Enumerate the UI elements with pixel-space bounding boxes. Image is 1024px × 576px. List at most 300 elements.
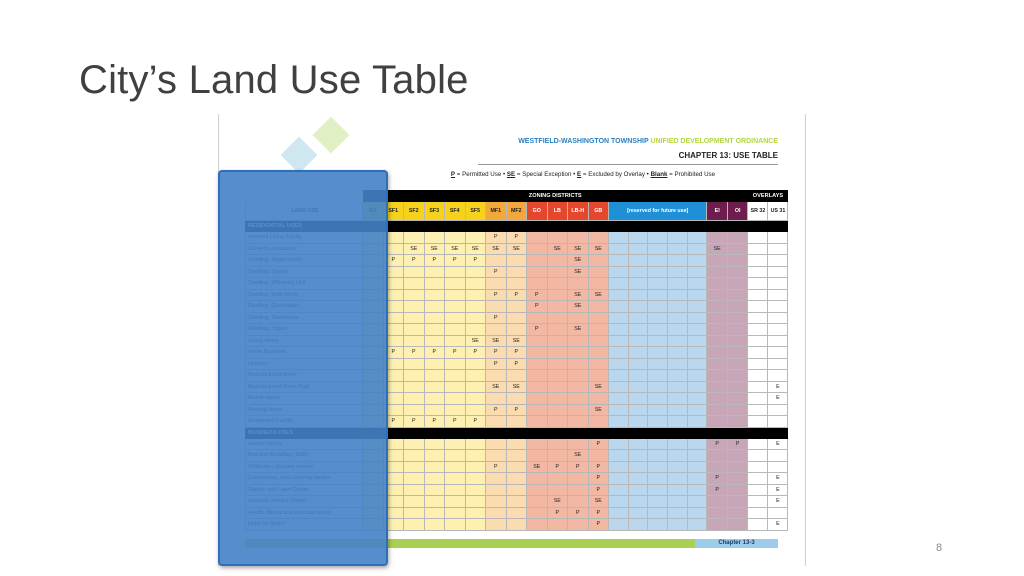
- permission-cell: [486, 496, 507, 508]
- permission-cell: [609, 278, 629, 290]
- permission-cell: [668, 266, 688, 278]
- permission-cell: [465, 450, 486, 462]
- district-code-header: SF2: [404, 202, 425, 221]
- permission-cell: [424, 266, 445, 278]
- permission-cell: E: [768, 484, 788, 496]
- permission-cell: [424, 507, 445, 519]
- document-chapter-heading: CHAPTER 13: USE TABLE: [678, 151, 778, 160]
- permission-cell: [628, 381, 648, 393]
- permission-cell: [768, 255, 788, 267]
- permission-cell: [727, 404, 748, 416]
- permission-cell: [687, 347, 707, 359]
- permission-cell: [727, 312, 748, 324]
- permission-cell: [424, 381, 445, 393]
- permission-cell: [527, 243, 548, 255]
- permission-cell: [668, 496, 688, 508]
- permission-cell: [687, 416, 707, 428]
- permission-cell: [547, 301, 568, 313]
- permission-cell: [609, 519, 629, 531]
- permission-cell: [687, 393, 707, 405]
- permission-cell: [628, 312, 648, 324]
- permission-cell: [768, 289, 788, 301]
- permission-cell: [588, 370, 609, 382]
- permission-cell: [404, 484, 425, 496]
- permission-cell: [547, 484, 568, 496]
- permission-cell: [424, 358, 445, 370]
- permission-cell: [404, 519, 425, 531]
- permission-cell: [648, 370, 668, 382]
- permission-cell: [445, 473, 466, 485]
- permission-cell: [445, 393, 466, 405]
- permission-cell: [506, 266, 527, 278]
- permission-cell: [748, 243, 768, 255]
- document-header-main: WESTFIELD-WASHINGTON TOWNSHIP: [518, 138, 651, 145]
- permission-cell: [547, 266, 568, 278]
- permission-cell: P: [506, 232, 527, 244]
- permission-cell: [748, 381, 768, 393]
- permission-cell: [404, 232, 425, 244]
- permission-cell: [404, 289, 425, 301]
- permission-cell: E: [768, 473, 788, 485]
- permission-cell: [628, 301, 648, 313]
- permission-cell: [527, 266, 548, 278]
- permission-cell: [506, 324, 527, 336]
- permission-cell: [424, 278, 445, 290]
- permission-cell: [687, 507, 707, 519]
- permission-cell: [748, 393, 768, 405]
- permission-cell: [628, 519, 648, 531]
- permission-cell: [445, 232, 466, 244]
- permission-cell: [668, 358, 688, 370]
- permission-cell: [445, 324, 466, 336]
- permission-cell: [648, 289, 668, 301]
- permission-cell: [568, 232, 589, 244]
- permission-cell: [727, 450, 748, 462]
- permission-cell: P: [588, 507, 609, 519]
- permission-cell: [648, 347, 668, 359]
- permission-cell: [648, 312, 668, 324]
- permission-cell: [547, 438, 568, 450]
- permission-cell: [465, 438, 486, 450]
- permission-cell: [648, 266, 668, 278]
- permission-cell: [609, 243, 629, 255]
- permission-cell: [648, 450, 668, 462]
- permission-cell: [486, 301, 507, 313]
- permission-cell: P: [486, 461, 507, 473]
- permission-cell: [748, 358, 768, 370]
- permission-cell: [424, 335, 445, 347]
- permission-cell: [628, 438, 648, 450]
- permission-cell: [506, 301, 527, 313]
- district-code-header: LB: [547, 202, 568, 221]
- permission-cell: [628, 278, 648, 290]
- permission-cell: [445, 312, 466, 324]
- permission-cell: [768, 358, 788, 370]
- permission-cell: [465, 381, 486, 393]
- permission-cell: [527, 473, 548, 485]
- permission-cell: [506, 473, 527, 485]
- permission-cell: [486, 416, 507, 428]
- permission-cell: P: [445, 416, 466, 428]
- permission-cell: SE: [568, 450, 589, 462]
- permission-cell: [648, 473, 668, 485]
- permission-cell: [527, 358, 548, 370]
- district-code-header: GO: [527, 202, 548, 221]
- legend-text-blank: = Prohibited Use: [667, 171, 716, 178]
- district-code-header: SF3: [424, 202, 445, 221]
- permission-cell: E: [768, 496, 788, 508]
- permission-cell: [568, 484, 589, 496]
- permission-cell: [687, 519, 707, 531]
- permission-cell: [465, 507, 486, 519]
- legend-text-e: = Excluded by Overlay •: [581, 171, 651, 178]
- permission-cell: [547, 324, 568, 336]
- permission-cell: [727, 289, 748, 301]
- permission-cell: [404, 278, 425, 290]
- permission-cell: SE: [465, 335, 486, 347]
- permission-cell: [707, 461, 728, 473]
- permission-cell: [687, 496, 707, 508]
- permission-cell: [424, 312, 445, 324]
- permission-cell: SE: [588, 289, 609, 301]
- permission-cell: P: [486, 358, 507, 370]
- permission-cell: SE: [404, 243, 425, 255]
- permission-cell: [506, 519, 527, 531]
- permission-cell: [748, 484, 768, 496]
- permission-cell: [768, 232, 788, 244]
- permission-cell: [588, 450, 609, 462]
- permission-cell: [404, 461, 425, 473]
- legend-text-se: = Special Exception •: [515, 171, 578, 178]
- permission-cell: [628, 289, 648, 301]
- permission-cell: [424, 324, 445, 336]
- permission-cell: [486, 438, 507, 450]
- permission-cell: P: [424, 416, 445, 428]
- permission-cell: [727, 370, 748, 382]
- permission-cell: [424, 232, 445, 244]
- permission-cell: [609, 473, 629, 485]
- permission-cell: [748, 347, 768, 359]
- permission-cell: P: [465, 416, 486, 428]
- permission-cell: [687, 358, 707, 370]
- permission-cell: [648, 243, 668, 255]
- permission-cell: [568, 335, 589, 347]
- permission-cell: [687, 266, 707, 278]
- permission-cell: [707, 496, 728, 508]
- permission-cell: P: [486, 289, 507, 301]
- permission-cell: SE: [588, 404, 609, 416]
- permission-cell: SE: [568, 243, 589, 255]
- permission-cell: P: [527, 324, 548, 336]
- permission-cell: [648, 496, 668, 508]
- permission-cell: [588, 335, 609, 347]
- permission-cell: [609, 370, 629, 382]
- permission-cell: [768, 243, 788, 255]
- permission-cell: E: [768, 438, 788, 450]
- permission-cell: [648, 335, 668, 347]
- permission-cell: [648, 381, 668, 393]
- permission-cell: [547, 393, 568, 405]
- permission-cell: [547, 312, 568, 324]
- permission-cell: [668, 438, 688, 450]
- permission-cell: [445, 507, 466, 519]
- permission-cell: [748, 496, 768, 508]
- permission-cell: [527, 404, 548, 416]
- permission-cell: [687, 370, 707, 382]
- permission-cell: [486, 393, 507, 405]
- permission-cell: [506, 484, 527, 496]
- permission-cell: [687, 335, 707, 347]
- permission-cell: [445, 484, 466, 496]
- permission-cell: [668, 278, 688, 290]
- permission-cell: [648, 484, 668, 496]
- permission-cell: [465, 496, 486, 508]
- permission-cell: SE: [568, 266, 589, 278]
- permission-cell: [687, 438, 707, 450]
- permission-cell: [506, 450, 527, 462]
- permission-cell: [424, 301, 445, 313]
- permission-cell: [628, 347, 648, 359]
- permission-cell: [404, 393, 425, 405]
- permission-cell: [486, 324, 507, 336]
- permission-cell: [648, 461, 668, 473]
- permission-cell: [609, 347, 629, 359]
- permission-cell: [465, 370, 486, 382]
- permission-cell: [445, 266, 466, 278]
- permission-cell: [609, 381, 629, 393]
- permission-cell: [588, 232, 609, 244]
- permission-cell: [648, 393, 668, 405]
- permission-cell: [424, 519, 445, 531]
- permission-cell: SE: [568, 289, 589, 301]
- permission-cell: P: [424, 255, 445, 267]
- permission-cell: P: [404, 255, 425, 267]
- permission-cell: P: [486, 347, 507, 359]
- permission-cell: [768, 404, 788, 416]
- permission-cell: [628, 484, 648, 496]
- permission-cell: [588, 393, 609, 405]
- permission-cell: [527, 312, 548, 324]
- permission-cell: [727, 243, 748, 255]
- document-header-title: [478, 138, 778, 145]
- permission-cell: [465, 358, 486, 370]
- permission-cell: P: [588, 461, 609, 473]
- permission-cell: [424, 370, 445, 382]
- permission-cell: [768, 278, 788, 290]
- permission-cell: [768, 347, 788, 359]
- permission-cell: [687, 324, 707, 336]
- permission-cell: [748, 289, 768, 301]
- permission-cell: [687, 289, 707, 301]
- permission-cell: [486, 519, 507, 531]
- permission-cell: [748, 266, 768, 278]
- permission-cell: [404, 507, 425, 519]
- permission-cell: [727, 232, 748, 244]
- permission-cell: P: [568, 507, 589, 519]
- permission-cell: SE: [547, 243, 568, 255]
- permission-cell: [568, 496, 589, 508]
- permission-cell: P: [465, 347, 486, 359]
- permission-cell: [628, 232, 648, 244]
- permission-cell: [588, 301, 609, 313]
- district-code-header: SF4: [445, 202, 466, 221]
- permission-cell: [506, 255, 527, 267]
- overlay-code-header: US 31: [768, 202, 788, 221]
- permission-cell: [465, 473, 486, 485]
- permission-cell: P: [588, 484, 609, 496]
- permission-cell: [628, 266, 648, 278]
- permission-cell: [648, 438, 668, 450]
- permission-cell: [707, 381, 728, 393]
- permission-cell: [748, 473, 768, 485]
- permission-cell: [687, 312, 707, 324]
- permission-cell: [527, 484, 548, 496]
- permission-cell: SE: [568, 301, 589, 313]
- permission-cell: [404, 450, 425, 462]
- permission-cell: SE: [486, 381, 507, 393]
- legend-key-p: P: [450, 171, 456, 178]
- permission-cell: [547, 289, 568, 301]
- permission-cell: [668, 393, 688, 405]
- permission-cell: [588, 416, 609, 428]
- permission-cell: [748, 335, 768, 347]
- permission-cell: P: [445, 255, 466, 267]
- permission-cell: [648, 255, 668, 267]
- permission-cell: [547, 255, 568, 267]
- permission-cell: [668, 243, 688, 255]
- permission-cell: [527, 519, 548, 531]
- permission-cell: [465, 278, 486, 290]
- highlight-cutout: [247, 200, 363, 546]
- permission-cell: [628, 450, 648, 462]
- slide-page-number: 8: [936, 542, 943, 554]
- permission-cell: [404, 358, 425, 370]
- permission-cell: [506, 496, 527, 508]
- permission-cell: [445, 335, 466, 347]
- permission-cell: [668, 461, 688, 473]
- permission-cell: [486, 484, 507, 496]
- permission-cell: SE: [568, 324, 589, 336]
- permission-cell: [445, 496, 466, 508]
- permission-cell: [609, 312, 629, 324]
- permission-cell: [648, 416, 668, 428]
- permission-cell: [404, 496, 425, 508]
- permission-cell: [668, 289, 688, 301]
- permission-cell: [727, 416, 748, 428]
- permission-cell: [668, 232, 688, 244]
- permission-cell: [465, 301, 486, 313]
- permission-cell: P: [383, 416, 404, 428]
- permission-cell: [527, 438, 548, 450]
- permission-cell: [568, 473, 589, 485]
- permission-cell: [465, 324, 486, 336]
- permission-cell: [404, 301, 425, 313]
- permission-cell: [648, 278, 668, 290]
- permission-cell: P: [404, 416, 425, 428]
- permission-cell: [707, 370, 728, 382]
- permission-cell: P: [404, 347, 425, 359]
- permission-cell: [628, 461, 648, 473]
- district-code-header: EI: [707, 202, 728, 221]
- permission-cell: SE: [465, 243, 486, 255]
- permission-cell: [486, 255, 507, 267]
- reserved-columns-header: [reserved for future use]: [609, 202, 707, 221]
- permission-cell: [727, 473, 748, 485]
- permission-cell: [668, 484, 688, 496]
- permission-cell: [424, 484, 445, 496]
- permission-cell: E: [768, 381, 788, 393]
- permission-cell: [568, 519, 589, 531]
- permission-cell: [568, 416, 589, 428]
- header-rule: [478, 164, 778, 165]
- permission-cell: [486, 370, 507, 382]
- permission-cell: [465, 266, 486, 278]
- permission-cell: [727, 324, 748, 336]
- permission-cell: [668, 312, 688, 324]
- permission-cell: [648, 301, 668, 313]
- document-right-edge: [805, 114, 806, 566]
- document-footer-chapter: Chapter 13-3: [695, 539, 778, 548]
- permission-cell: [568, 381, 589, 393]
- permission-cell: [668, 324, 688, 336]
- permission-cell: [527, 416, 548, 428]
- permission-cell: [687, 301, 707, 313]
- permission-cell: [588, 255, 609, 267]
- permission-cell: [609, 324, 629, 336]
- permission-cell: [588, 324, 609, 336]
- permission-cell: [609, 393, 629, 405]
- permission-cell: [727, 496, 748, 508]
- permission-cell: [568, 370, 589, 382]
- permission-cell: [609, 358, 629, 370]
- permission-cell: [568, 404, 589, 416]
- permission-cell: [628, 335, 648, 347]
- permission-cell: [527, 232, 548, 244]
- permission-cell: [506, 461, 527, 473]
- permission-cell: [609, 507, 629, 519]
- permission-cell: [668, 450, 688, 462]
- permission-cell: [568, 278, 589, 290]
- permission-cell: P: [445, 347, 466, 359]
- permission-cell: [748, 438, 768, 450]
- permission-cell: SE: [506, 243, 527, 255]
- permission-cell: [527, 393, 548, 405]
- permission-cell: [687, 484, 707, 496]
- permission-cell: [628, 243, 648, 255]
- permission-cell: P: [383, 347, 404, 359]
- permission-cell: SE: [506, 335, 527, 347]
- permission-cell: [687, 232, 707, 244]
- permission-cell: [648, 404, 668, 416]
- permission-cell: SE: [588, 243, 609, 255]
- permission-cell: [748, 255, 768, 267]
- permission-cell: [404, 312, 425, 324]
- permission-cell: SE: [486, 335, 507, 347]
- permission-cell: [628, 324, 648, 336]
- permission-cell: P: [547, 507, 568, 519]
- permission-cell: [727, 461, 748, 473]
- permission-cell: [727, 358, 748, 370]
- permission-cell: [404, 438, 425, 450]
- permission-cell: [527, 507, 548, 519]
- permission-cell: [424, 393, 445, 405]
- permission-cell: [424, 461, 445, 473]
- permission-cell: [547, 473, 568, 485]
- permission-cell: [465, 289, 486, 301]
- district-code-header: OI: [727, 202, 748, 221]
- permission-cell: [465, 232, 486, 244]
- permission-cell: [404, 324, 425, 336]
